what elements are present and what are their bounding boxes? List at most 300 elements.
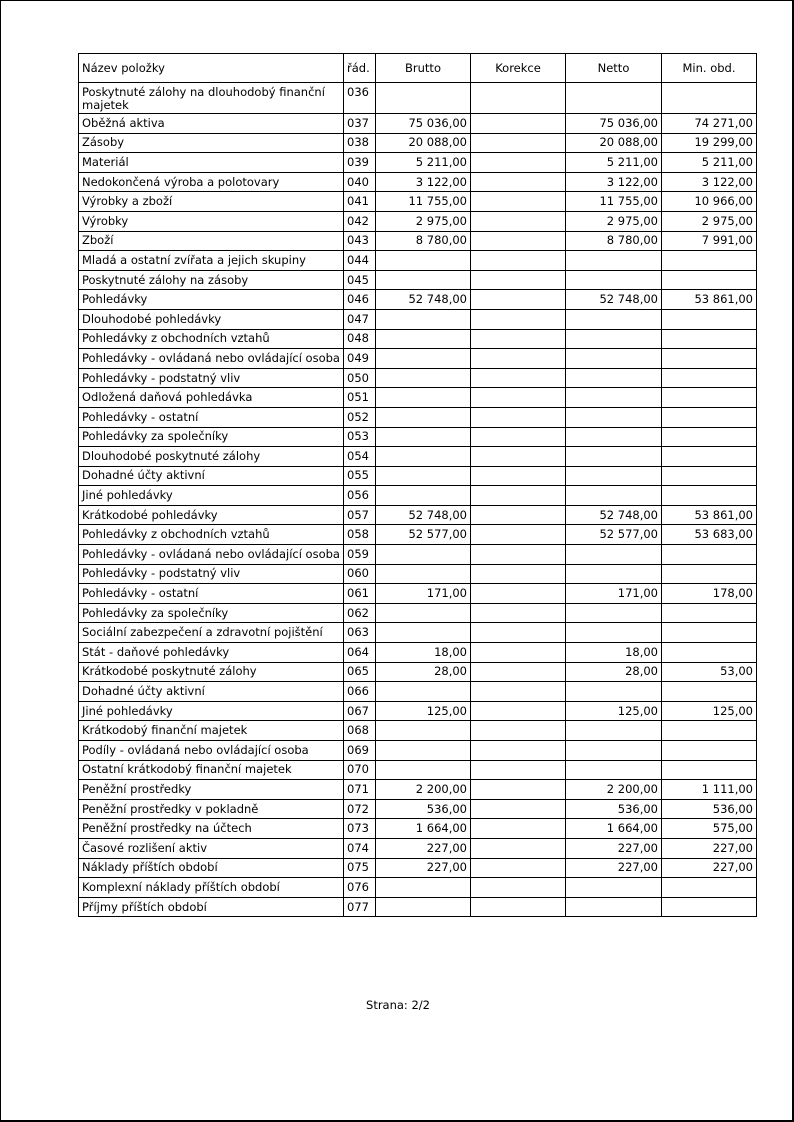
cell-min-period: 2 975,00: [662, 211, 757, 231]
cell-brutto: 11 755,00: [376, 192, 471, 212]
cell-netto: 227,00: [566, 838, 662, 858]
cell-brutto: [376, 388, 471, 408]
cell-korekce: [471, 838, 566, 858]
cell-korekce: [471, 329, 566, 349]
table-row: [79, 427, 757, 447]
cell-brutto: 75 036,00: [376, 114, 471, 134]
table-row: [79, 819, 757, 839]
cell-min-period: [662, 760, 757, 780]
cell-brutto: [376, 270, 471, 290]
cell-netto: 171,00: [566, 584, 662, 604]
cell-korekce: [471, 349, 566, 369]
row-number: 042: [344, 211, 376, 231]
cell-korekce: [471, 584, 566, 604]
row-number: 051: [344, 388, 376, 408]
cell-korekce: [471, 643, 566, 663]
table-row: [79, 486, 757, 506]
row-number: 076: [344, 878, 376, 898]
table-row: [79, 603, 757, 623]
cell-min-period: 125,00: [662, 701, 757, 721]
cell-korekce: [471, 701, 566, 721]
cell-min-period: [662, 388, 757, 408]
row-item-name: Krátkodobý finanční majetek: [79, 721, 344, 741]
table-row: [79, 780, 757, 800]
cell-min-period: [662, 309, 757, 329]
cell-min-period: 536,00: [662, 799, 757, 819]
table-row: [79, 584, 757, 604]
cell-min-period: [662, 329, 757, 349]
cell-netto: 8 780,00: [566, 231, 662, 251]
cell-min-period: 178,00: [662, 584, 757, 604]
cell-min-period: [662, 427, 757, 447]
cell-korekce: [471, 780, 566, 800]
cell-min-period: 53 861,00: [662, 290, 757, 310]
row-item-name: Mladá a ostatní zvířata a jejich skupiny: [79, 251, 344, 271]
cell-netto: [566, 682, 662, 702]
row-item-name: Pohledávky za společníky: [79, 427, 344, 447]
cell-korekce: [471, 545, 566, 565]
row-item-name: Zboží: [79, 231, 344, 251]
cell-min-period: [662, 466, 757, 486]
cell-korekce: [471, 407, 566, 427]
table-row: [79, 211, 757, 231]
row-item-name: Výrobky a zboží: [79, 192, 344, 212]
table-row: [79, 760, 757, 780]
row-number: 073: [344, 819, 376, 839]
row-number: 069: [344, 741, 376, 761]
cell-korekce: [471, 897, 566, 917]
cell-netto: 11 755,00: [566, 192, 662, 212]
row-number: 056: [344, 486, 376, 506]
cell-korekce: [471, 427, 566, 447]
table-row: [79, 525, 757, 545]
cell-korekce: [471, 466, 566, 486]
cell-min-period: [662, 349, 757, 369]
row-item-name: Peněžní prostředky na účtech: [79, 819, 344, 839]
table-row: [79, 662, 757, 682]
cell-netto: 227,00: [566, 858, 662, 878]
cell-korekce: [471, 368, 566, 388]
header-netto: Netto: [566, 54, 662, 83]
cell-netto: [566, 760, 662, 780]
cell-korekce: [471, 858, 566, 878]
table-header-row: [79, 54, 757, 83]
cell-min-period: 3 122,00: [662, 172, 757, 192]
row-item-name: Peněžní prostředky v pokladně: [79, 799, 344, 819]
table-row: [79, 858, 757, 878]
table-row: [79, 701, 757, 721]
cell-brutto: [376, 83, 471, 114]
cell-min-period: 10 966,00: [662, 192, 757, 212]
cell-korekce: [471, 741, 566, 761]
row-item-name: Dohadné účty aktivní: [79, 682, 344, 702]
cell-min-period: 227,00: [662, 838, 757, 858]
table-row: [79, 114, 757, 134]
cell-netto: 18,00: [566, 643, 662, 663]
cell-min-period: [662, 643, 757, 663]
cell-brutto: 227,00: [376, 858, 471, 878]
cell-brutto: [376, 447, 471, 467]
cell-korekce: [471, 114, 566, 134]
cell-brutto: 5 211,00: [376, 153, 471, 173]
row-item-name: Pohledávky - ostatní: [79, 584, 344, 604]
cell-korekce: [471, 603, 566, 623]
cell-korekce: [471, 211, 566, 231]
row-item-name: Pohledávky za společníky: [79, 603, 344, 623]
row-number: 041: [344, 192, 376, 212]
row-number: 052: [344, 407, 376, 427]
cell-korekce: [471, 83, 566, 114]
cell-korekce: [471, 388, 566, 408]
cell-netto: [566, 897, 662, 917]
row-number: 059: [344, 545, 376, 565]
row-number: 060: [344, 564, 376, 584]
cell-min-period: [662, 447, 757, 467]
cell-brutto: 1 664,00: [376, 819, 471, 839]
row-number: 049: [344, 349, 376, 369]
cell-netto: [566, 83, 662, 114]
row-number: 062: [344, 603, 376, 623]
cell-min-period: 53,00: [662, 662, 757, 682]
row-number: 058: [344, 525, 376, 545]
row-item-name: Dohadné účty aktivní: [79, 466, 344, 486]
row-item-name: Sociální zabezpečení a zdravotní pojištění: [79, 623, 344, 643]
cell-netto: 2 200,00: [566, 780, 662, 800]
row-number: 071: [344, 780, 376, 800]
cell-min-period: [662, 545, 757, 565]
table-row: [79, 172, 757, 192]
cell-netto: [566, 623, 662, 643]
cell-brutto: [376, 623, 471, 643]
cell-brutto: [376, 427, 471, 447]
cell-netto: 75 036,00: [566, 114, 662, 134]
cell-netto: [566, 388, 662, 408]
cell-brutto: [376, 603, 471, 623]
table-row: [79, 231, 757, 251]
row-item-name: Krátkodobé poskytnuté zálohy: [79, 662, 344, 682]
cell-netto: [566, 486, 662, 506]
row-number: 040: [344, 172, 376, 192]
cell-min-period: [662, 486, 757, 506]
cell-brutto: 52 748,00: [376, 290, 471, 310]
table-row: [79, 447, 757, 467]
cell-netto: 536,00: [566, 799, 662, 819]
table-row: [79, 564, 757, 584]
cell-brutto: [376, 682, 471, 702]
cell-netto: 5 211,00: [566, 153, 662, 173]
cell-korekce: [471, 133, 566, 153]
row-item-name: Odložená daňová pohledávka: [79, 388, 344, 408]
row-number: 074: [344, 838, 376, 858]
cell-netto: [566, 309, 662, 329]
cell-brutto: [376, 721, 471, 741]
cell-korekce: [471, 662, 566, 682]
row-number: 044: [344, 251, 376, 271]
row-item-name: Nedokončená výroba a polotovary: [79, 172, 344, 192]
row-item-name: Oběžná aktiva: [79, 114, 344, 134]
header-min-period: Min. obd.: [662, 54, 757, 83]
table-row: [79, 407, 757, 427]
table-row: [79, 682, 757, 702]
cell-korekce: [471, 270, 566, 290]
row-number: 077: [344, 897, 376, 917]
table-row: [79, 897, 757, 917]
row-item-name: Výrobky: [79, 211, 344, 231]
row-item-name: Dlouhodobé pohledávky: [79, 309, 344, 329]
cell-netto: [566, 270, 662, 290]
row-number: 038: [344, 133, 376, 153]
cell-brutto: [376, 760, 471, 780]
cell-min-period: [662, 741, 757, 761]
cell-min-period: 227,00: [662, 858, 757, 878]
cell-netto: 52 748,00: [566, 290, 662, 310]
row-item-name: Jiné pohledávky: [79, 486, 344, 506]
cell-netto: [566, 447, 662, 467]
cell-min-period: 53 861,00: [662, 505, 757, 525]
table-row: [79, 349, 757, 369]
row-item-name: Stát - daňové pohledávky: [79, 643, 344, 663]
header-brutto: Brutto: [376, 54, 471, 83]
row-item-name: Podíly - ovládaná nebo ovládající osoba: [79, 741, 344, 761]
table-row: [79, 741, 757, 761]
cell-brutto: 227,00: [376, 838, 471, 858]
cell-korekce: [471, 447, 566, 467]
cell-brutto: [376, 897, 471, 917]
cell-brutto: 52 748,00: [376, 505, 471, 525]
page-number: Strana: 2/2: [366, 998, 430, 1012]
cell-korekce: [471, 231, 566, 251]
table-row: [79, 368, 757, 388]
table-row: [79, 309, 757, 329]
cell-netto: 3 122,00: [566, 172, 662, 192]
cell-korekce: [471, 623, 566, 643]
cell-brutto: [376, 878, 471, 898]
cell-brutto: 8 780,00: [376, 231, 471, 251]
cell-netto: [566, 878, 662, 898]
cell-min-period: [662, 721, 757, 741]
cell-min-period: 74 271,00: [662, 114, 757, 134]
row-number: 053: [344, 427, 376, 447]
cell-brutto: 18,00: [376, 643, 471, 663]
row-number: 046: [344, 290, 376, 310]
cell-netto: 20 088,00: [566, 133, 662, 153]
row-item-name: Pohledávky - ovládaná nebo ovládající osoba: [79, 349, 344, 369]
row-item-name: Poskytnuté zálohy na zásoby: [79, 270, 344, 290]
row-number: 039: [344, 153, 376, 173]
table-row: [79, 83, 757, 114]
cell-brutto: 125,00: [376, 701, 471, 721]
table-row: [79, 505, 757, 525]
cell-netto: [566, 251, 662, 271]
row-item-name: Pohledávky - ostatní: [79, 407, 344, 427]
table-row: [79, 466, 757, 486]
cell-brutto: [376, 486, 471, 506]
cell-min-period: 19 299,00: [662, 133, 757, 153]
cell-netto: [566, 564, 662, 584]
row-number: 072: [344, 799, 376, 819]
cell-brutto: 28,00: [376, 662, 471, 682]
row-number: 047: [344, 309, 376, 329]
cell-netto: [566, 466, 662, 486]
row-item-name: Jiné pohledávky: [79, 701, 344, 721]
cell-min-period: [662, 564, 757, 584]
row-number: 045: [344, 270, 376, 290]
row-number: 063: [344, 623, 376, 643]
cell-netto: [566, 545, 662, 565]
cell-min-period: [662, 878, 757, 898]
table-row: [79, 290, 757, 310]
cell-brutto: [376, 564, 471, 584]
cell-korekce: [471, 153, 566, 173]
row-item-name: Pohledávky - podstatný vliv: [79, 368, 344, 388]
cell-netto: [566, 427, 662, 447]
cell-korekce: [471, 564, 566, 584]
row-item-name: Krátkodobé pohledávky: [79, 505, 344, 525]
cell-brutto: 52 577,00: [376, 525, 471, 545]
table-row: [79, 799, 757, 819]
table-row: [79, 388, 757, 408]
table-row: [79, 329, 757, 349]
cell-korekce: [471, 878, 566, 898]
cell-min-period: [662, 603, 757, 623]
cell-brutto: [376, 309, 471, 329]
cell-brutto: [376, 466, 471, 486]
row-item-name: Komplexní náklady příštích období: [79, 878, 344, 898]
row-item-name: Poskytnuté zálohy na dlouhodobý finanční majetek: [79, 83, 344, 114]
cell-min-period: [662, 270, 757, 290]
table-row: [79, 838, 757, 858]
cell-korekce: [471, 682, 566, 702]
row-item-name: Ostatní krátkodobý finanční majetek: [79, 760, 344, 780]
cell-korekce: [471, 505, 566, 525]
row-item-name: Materiál: [79, 153, 344, 173]
cell-brutto: 536,00: [376, 799, 471, 819]
row-number: 043: [344, 231, 376, 251]
row-number: 075: [344, 858, 376, 878]
cell-netto: [566, 329, 662, 349]
row-number: 054: [344, 447, 376, 467]
cell-korekce: [471, 309, 566, 329]
row-item-name: Pohledávky - ovládaná nebo ovládající osoba: [79, 545, 344, 565]
cell-min-period: 7 991,00: [662, 231, 757, 251]
cell-korekce: [471, 525, 566, 545]
header-korekce: Korekce: [471, 54, 566, 83]
cell-min-period: 1 111,00: [662, 780, 757, 800]
row-number: 048: [344, 329, 376, 349]
cell-korekce: [471, 251, 566, 271]
row-item-name: Pohledávky: [79, 290, 344, 310]
row-number: 055: [344, 466, 376, 486]
table-row: [79, 623, 757, 643]
cell-netto: [566, 603, 662, 623]
cell-min-period: [662, 897, 757, 917]
cell-brutto: 2 975,00: [376, 211, 471, 231]
cell-min-period: [662, 83, 757, 114]
cell-brutto: [376, 329, 471, 349]
row-item-name: Peněžní prostředky: [79, 780, 344, 800]
row-item-name: Příjmy příštích období: [79, 897, 344, 917]
cell-netto: 52 577,00: [566, 525, 662, 545]
row-number: 066: [344, 682, 376, 702]
cell-brutto: 3 122,00: [376, 172, 471, 192]
cell-min-period: [662, 368, 757, 388]
cell-korekce: [471, 290, 566, 310]
cell-netto: 52 748,00: [566, 505, 662, 525]
header-item-name: Název položky: [79, 54, 344, 83]
cell-korekce: [471, 760, 566, 780]
row-number: 036: [344, 83, 376, 114]
header-row-number: řád.: [344, 54, 376, 83]
cell-korekce: [471, 721, 566, 741]
table-row: [79, 545, 757, 565]
cell-brutto: 2 200,00: [376, 780, 471, 800]
cell-netto: [566, 407, 662, 427]
cell-netto: [566, 368, 662, 388]
cell-min-period: 575,00: [662, 819, 757, 839]
cell-brutto: 20 088,00: [376, 133, 471, 153]
row-item-name: Pohledávky z obchodních vztahů: [79, 525, 344, 545]
table-row: [79, 192, 757, 212]
row-item-name: Pohledávky z obchodních vztahů: [79, 329, 344, 349]
cell-netto: 2 975,00: [566, 211, 662, 231]
cell-brutto: [376, 368, 471, 388]
balance-sheet-table: [78, 53, 757, 917]
table-row: [79, 251, 757, 271]
cell-netto: 28,00: [566, 662, 662, 682]
cell-brutto: 171,00: [376, 584, 471, 604]
cell-brutto: [376, 251, 471, 271]
row-number: 070: [344, 760, 376, 780]
table-row: [79, 133, 757, 153]
row-number: 057: [344, 505, 376, 525]
cell-netto: [566, 741, 662, 761]
row-number: 064: [344, 643, 376, 663]
row-item-name: Dlouhodobé poskytnuté zálohy: [79, 447, 344, 467]
cell-netto: [566, 349, 662, 369]
row-item-name: Náklady příštích období: [79, 858, 344, 878]
table-row: [79, 878, 757, 898]
cell-brutto: [376, 741, 471, 761]
row-number: 065: [344, 662, 376, 682]
row-number: 050: [344, 368, 376, 388]
cell-min-period: [662, 251, 757, 271]
cell-netto: 1 664,00: [566, 819, 662, 839]
row-item-name: Časové rozlišení aktiv: [79, 838, 344, 858]
cell-korekce: [471, 192, 566, 212]
table-row: [79, 643, 757, 663]
cell-brutto: [376, 545, 471, 565]
cell-brutto: [376, 407, 471, 427]
cell-korekce: [471, 172, 566, 192]
table-row: [79, 270, 757, 290]
cell-min-period: [662, 623, 757, 643]
cell-min-period: [662, 682, 757, 702]
cell-korekce: [471, 486, 566, 506]
table-row: [79, 153, 757, 173]
cell-min-period: [662, 407, 757, 427]
cell-netto: 125,00: [566, 701, 662, 721]
row-number: 037: [344, 114, 376, 134]
row-number: 061: [344, 584, 376, 604]
cell-min-period: 53 683,00: [662, 525, 757, 545]
row-item-name: Pohledávky - podstatný vliv: [79, 564, 344, 584]
cell-brutto: [376, 349, 471, 369]
cell-netto: [566, 721, 662, 741]
row-number: 067: [344, 701, 376, 721]
table-row: [79, 721, 757, 741]
cell-korekce: [471, 819, 566, 839]
cell-korekce: [471, 799, 566, 819]
